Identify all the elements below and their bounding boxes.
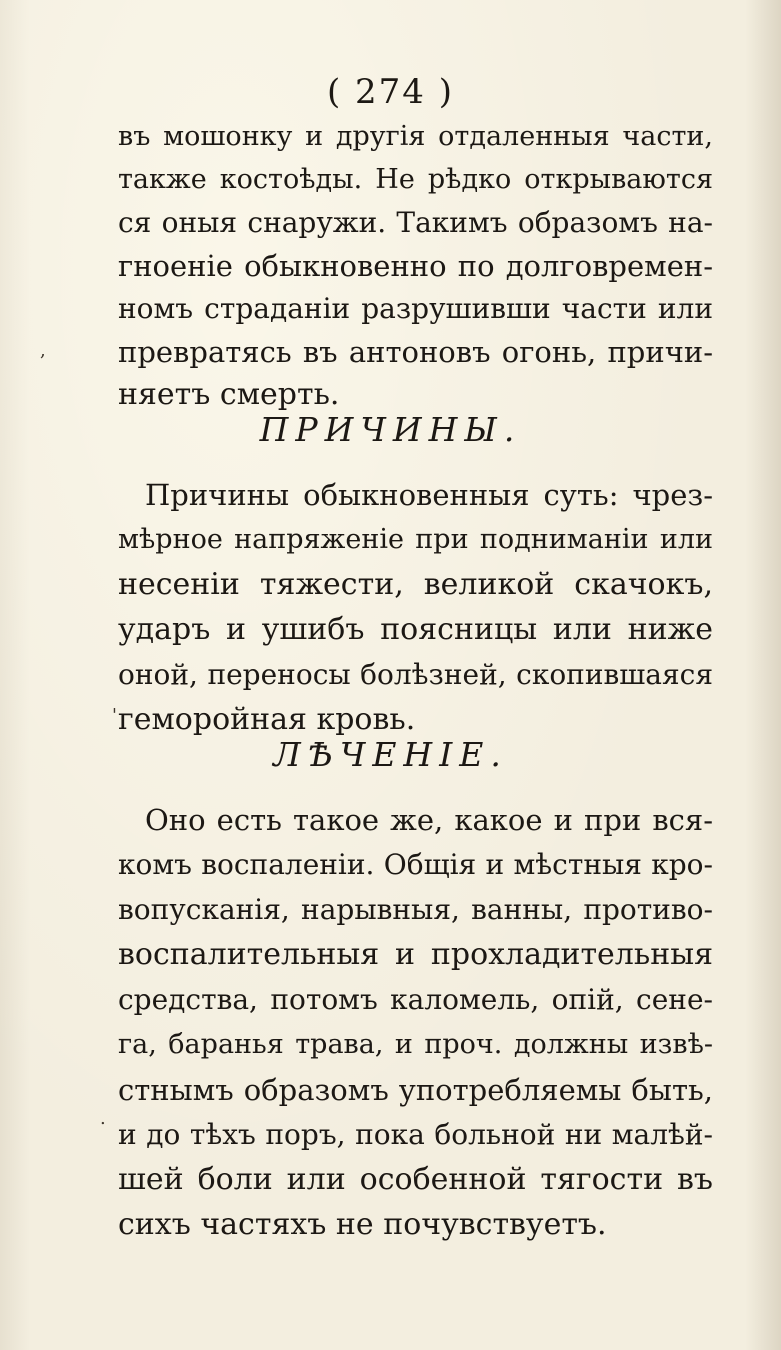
stray-mark: '	[112, 705, 117, 726]
heading-causes: ПРИЧИНЫ.	[259, 410, 522, 449]
text-line: вопусканія, нарывныя, ванны, противо-	[118, 893, 713, 926]
text-line: Причины обыкновенныя суть: чрез-	[145, 478, 713, 512]
text-line: няетъ смерть.	[118, 377, 340, 412]
text-line: геморойная кровь.	[118, 702, 416, 737]
text-line: оной, переносы болѣзней, скопившаяся	[118, 658, 713, 691]
text-line: Оно есть такое же, какое и при вся-	[145, 803, 713, 837]
text-line: ся оныя снаружи. Такимъ образомъ на-	[118, 206, 713, 239]
text-line: средства, потомъ каломель, опій, сене-	[118, 983, 713, 1016]
text-line: превратясь въ антоновъ огонь, причи-	[118, 335, 713, 369]
text-line: стнымъ образомъ употребляемы быть,	[118, 1073, 713, 1107]
heading-treatment: ЛѢЧЕНІЕ.	[273, 735, 508, 774]
text-line: га, баранья трава, и проч. должны извѣ-	[118, 1029, 713, 1060]
stray-mark: ,	[40, 340, 46, 361]
text-line: ударъ и ушибъ поясницы или ниже	[118, 612, 713, 647]
text-line: номъ страданіи разрушивши части или	[118, 292, 713, 325]
text-line: гноеніе обыкновенно по долговремен-	[118, 249, 713, 283]
text-line: въ мошонку и другія отдаленныя части,	[118, 121, 713, 152]
text-line: комъ воспаленіи. Общія и мѣстныя кро-	[118, 848, 713, 881]
text-line: и до тѣхъ поръ, пока больной ни малѣй-	[118, 1118, 713, 1151]
text-line: воспалительныя и прохладительныя	[118, 937, 713, 972]
text-line: шей боли или особенной тягости въ	[118, 1162, 713, 1197]
text-line: также костоѣды. Не рѣдко открываются	[118, 164, 713, 195]
text-line: сихъ частяхъ не почувствуетъ.	[118, 1207, 607, 1242]
page-number: ( 274 )	[326, 72, 455, 112]
text-line: несеніи тяжести, великой скачокъ,	[118, 567, 713, 602]
stray-mark: .	[100, 1108, 106, 1129]
text-line: мѣрное напряженіе при подниманіи или	[118, 524, 713, 555]
